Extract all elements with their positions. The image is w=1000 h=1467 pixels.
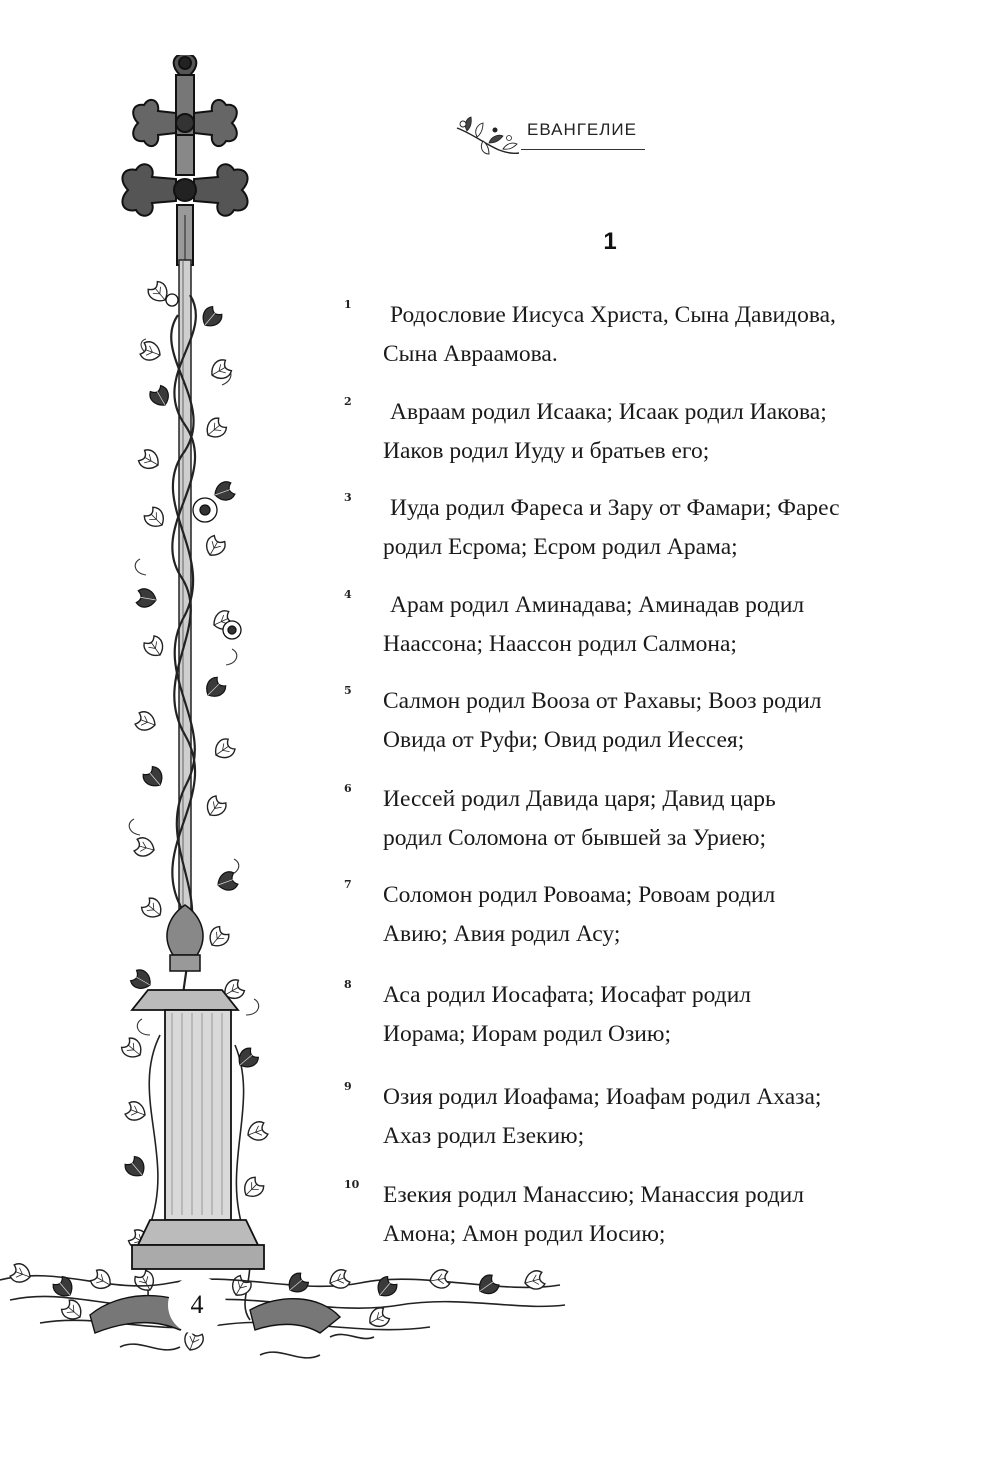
verse-number: 6: [344, 782, 352, 795]
verse-line: Соломон родил Ровоама; Ровоам родил: [383, 882, 776, 908]
verse-number: 8: [344, 978, 352, 991]
verse-number: 2: [344, 395, 352, 408]
verse-text: [383, 1078, 904, 1156]
verse: [344, 976, 904, 1054]
chapter-number: 1: [603, 228, 617, 255]
verse-text: [383, 296, 904, 374]
verse-line: Иуда родил Фареса и Зару от Фамари; Фарес: [390, 495, 840, 521]
running-header-title: ЕВАНГЕЛИЕ: [527, 120, 637, 139]
verse-number: 5: [344, 684, 352, 697]
verse-line: родил Есрома; Есром родил Арама;: [383, 534, 738, 560]
header-rule: [521, 149, 645, 150]
floral-sprig-icon: [455, 112, 521, 158]
verse-text: [383, 1176, 904, 1254]
verse: [344, 296, 904, 374]
verse-line: Амона; Амон родил Иосию;: [383, 1221, 666, 1247]
verse-line: Езекия родил Манассию; Манассия родил: [383, 1182, 804, 1208]
verse-number: 10: [344, 1178, 360, 1191]
verse-number: 1: [344, 298, 352, 311]
verse-line: Авраам родил Исаака; Исаак родил Иакова;: [390, 399, 827, 425]
verse-text: [383, 876, 904, 954]
verse-line: родил Соломона от бывшей за Уриею;: [383, 825, 767, 851]
verse-line: Иессей родил Давида царя; Давид царь: [383, 786, 776, 812]
verse: [344, 586, 904, 664]
verse-line: Аса родил Иосафата; Иосафат родил: [383, 982, 751, 1008]
verse-text: [383, 586, 904, 664]
verse-line: Салмон родил Вооза от Рахавы; Вооз родил: [383, 688, 822, 714]
verse-line: Овида от Руфи; Овид родил Иессея;: [383, 727, 745, 753]
verse-number: 7: [344, 878, 352, 891]
verse-text: [383, 682, 904, 760]
verse-text: [383, 976, 904, 1054]
verse-line: Родословие Иисуса Христа, Сына Давидова,: [390, 302, 836, 328]
verse-text: [383, 393, 904, 471]
verse-line: Ахаз родил Езекию;: [383, 1123, 585, 1149]
verse-text: [383, 780, 904, 858]
verse: [344, 1176, 904, 1254]
verse-text: [383, 489, 904, 567]
verse-number: 4: [344, 588, 352, 601]
verse-line: Сына Авраамова.: [383, 341, 558, 367]
verse-number: 3: [344, 491, 352, 504]
verse: [344, 1078, 904, 1156]
verse-line: Арам родил Аминадава; Аминадав родил: [390, 592, 805, 618]
verse-line: Иаков родил Иуду и братьев его;: [383, 438, 710, 464]
verse-line: Озия родил Иоафама; Иоафам родил Ахаза;: [383, 1084, 822, 1110]
verse: [344, 780, 904, 858]
verse-number: 9: [344, 1080, 352, 1093]
verse-line: Иорама; Иорам родил Озию;: [383, 1021, 671, 1047]
running-header: [455, 110, 650, 160]
verse: [344, 393, 904, 471]
verse-line: Наассона; Наассон родил Салмона;: [383, 631, 737, 657]
verse: [344, 489, 904, 567]
page-number: 4: [168, 1276, 226, 1334]
verse: [344, 682, 904, 760]
verse: [344, 876, 904, 954]
verse-line: Авию; Авия родил Асу;: [383, 921, 621, 947]
